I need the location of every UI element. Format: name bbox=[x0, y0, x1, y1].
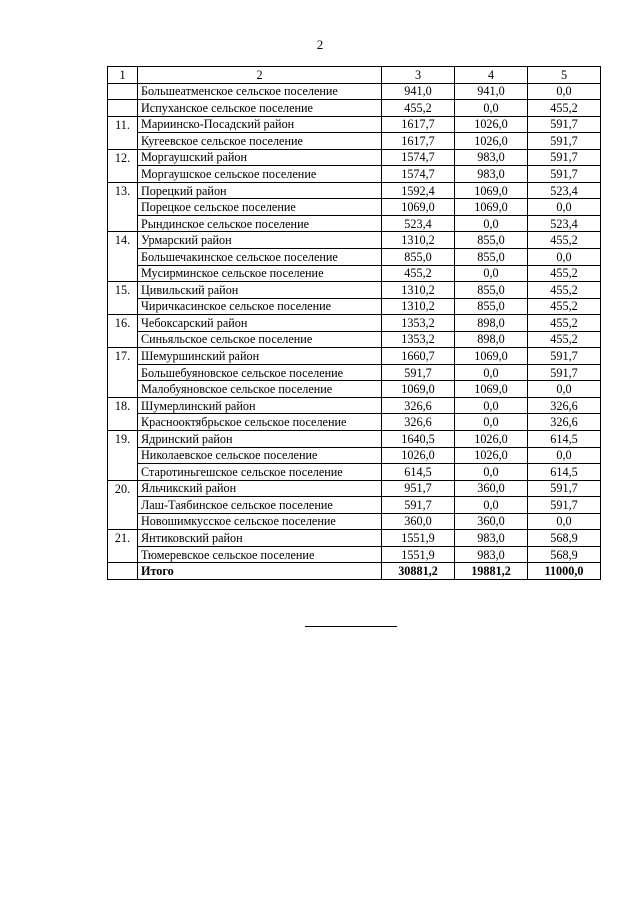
value-cell-5: 591,7 bbox=[528, 133, 601, 150]
value-cell-3: 1353,2 bbox=[382, 331, 455, 348]
settlement-row bbox=[108, 331, 601, 348]
value-cell-4: 0,0 bbox=[455, 215, 528, 232]
value-cell-4: 983,0 bbox=[455, 149, 528, 166]
value-cell-5: 523,4 bbox=[528, 215, 601, 232]
name-cell: Новошимкусское сельское поселение bbox=[138, 513, 382, 530]
name-cell: Порецкое сельское поселение bbox=[138, 199, 382, 216]
value-cell-5: 455,2 bbox=[528, 315, 601, 332]
settlement-row bbox=[108, 83, 601, 100]
row-number-cell bbox=[108, 464, 138, 481]
district-row bbox=[108, 282, 601, 299]
value-cell-5: 455,2 bbox=[528, 298, 601, 315]
value-cell-5: 591,7 bbox=[528, 480, 601, 497]
name-cell: Шемуршинский район bbox=[138, 348, 382, 365]
header-cell: 5 bbox=[528, 67, 601, 84]
name-cell: Рындинское сельское поселение bbox=[138, 215, 382, 232]
settlement-row bbox=[108, 447, 601, 464]
row-number-cell bbox=[108, 215, 138, 232]
name-cell: Испуханское сельское поселение bbox=[138, 100, 382, 117]
name-cell: Мариинско-Посадский район bbox=[138, 116, 382, 133]
value-cell-5: 523,4 bbox=[528, 182, 601, 199]
value-cell-4: 1026,0 bbox=[455, 133, 528, 150]
total-row bbox=[108, 563, 601, 580]
settlement-row bbox=[108, 381, 601, 398]
district-row bbox=[108, 116, 601, 133]
value-cell-4: 1026,0 bbox=[455, 447, 528, 464]
name-cell: Шумерлинский район bbox=[138, 397, 382, 414]
value-cell-5: 455,2 bbox=[528, 331, 601, 348]
name-cell: Янтиковский район bbox=[138, 530, 382, 547]
value-cell-4: 983,0 bbox=[455, 530, 528, 547]
value-cell-5: 455,2 bbox=[528, 100, 601, 117]
value-cell-4: 1069,0 bbox=[455, 348, 528, 365]
row-number-cell: 16. bbox=[108, 315, 138, 332]
row-number-cell bbox=[108, 166, 138, 183]
value-cell-3: 455,2 bbox=[382, 100, 455, 117]
value-cell-4: 0,0 bbox=[455, 414, 528, 431]
header-cell: 3 bbox=[382, 67, 455, 84]
district-row bbox=[108, 397, 601, 414]
total-value-5: 11000,0 bbox=[528, 563, 601, 580]
name-cell: Ядринский район bbox=[138, 431, 382, 448]
value-cell-4: 1026,0 bbox=[455, 116, 528, 133]
value-cell-4: 1026,0 bbox=[455, 431, 528, 448]
row-number-cell bbox=[108, 265, 138, 282]
value-cell-3: 1353,2 bbox=[382, 315, 455, 332]
district-row bbox=[108, 149, 601, 166]
value-cell-5: 591,7 bbox=[528, 166, 601, 183]
value-cell-5: 614,5 bbox=[528, 431, 601, 448]
value-cell-3: 1574,7 bbox=[382, 166, 455, 183]
row-number-cell: 12. bbox=[108, 149, 138, 166]
settlement-row bbox=[108, 215, 601, 232]
row-number-cell: 13. bbox=[108, 182, 138, 199]
name-cell: Большеатменское сельское поселение bbox=[138, 83, 382, 100]
budget-table bbox=[107, 66, 601, 580]
value-cell-4: 0,0 bbox=[455, 497, 528, 514]
value-cell-5: 326,6 bbox=[528, 414, 601, 431]
value-cell-3: 1310,2 bbox=[382, 298, 455, 315]
value-cell-3: 1310,2 bbox=[382, 282, 455, 299]
value-cell-3: 614,5 bbox=[382, 464, 455, 481]
name-cell: Малобуяновское сельское поселение bbox=[138, 381, 382, 398]
header-cell: 2 bbox=[138, 67, 382, 84]
district-row bbox=[108, 431, 601, 448]
row-number-cell: 20. bbox=[108, 480, 138, 497]
name-cell: Краснооктябрьское сельское поселение bbox=[138, 414, 382, 431]
value-cell-5: 0,0 bbox=[528, 249, 601, 266]
value-cell-3: 1069,0 bbox=[382, 381, 455, 398]
district-row bbox=[108, 348, 601, 365]
row-number-cell bbox=[108, 563, 138, 580]
page-number: 2 bbox=[316, 37, 324, 52]
value-cell-5: 568,9 bbox=[528, 546, 601, 563]
value-cell-3: 360,0 bbox=[382, 513, 455, 530]
row-number-cell: 19. bbox=[108, 431, 138, 448]
value-cell-3: 1592,4 bbox=[382, 182, 455, 199]
settlement-row bbox=[108, 166, 601, 183]
value-cell-4: 1069,0 bbox=[455, 182, 528, 199]
district-row bbox=[108, 182, 601, 199]
row-number-cell bbox=[108, 249, 138, 266]
value-cell-5: 591,7 bbox=[528, 364, 601, 381]
value-cell-5: 455,2 bbox=[528, 282, 601, 299]
settlement-row bbox=[108, 249, 601, 266]
row-number-cell bbox=[108, 133, 138, 150]
district-row bbox=[108, 480, 601, 497]
row-number-cell bbox=[108, 199, 138, 216]
name-cell: Чебоксарский район bbox=[138, 315, 382, 332]
row-number-cell bbox=[108, 447, 138, 464]
value-cell-5: 568,9 bbox=[528, 530, 601, 547]
row-number-cell: 18. bbox=[108, 397, 138, 414]
name-cell: Чиричкасинское сельское поселение bbox=[138, 298, 382, 315]
row-number-cell: 21. bbox=[108, 530, 138, 547]
value-cell-3: 326,6 bbox=[382, 397, 455, 414]
settlement-row bbox=[108, 298, 601, 315]
value-cell-5: 0,0 bbox=[528, 381, 601, 398]
header-cell: 4 bbox=[455, 67, 528, 84]
settlement-row bbox=[108, 546, 601, 563]
row-number-cell bbox=[108, 381, 138, 398]
closing-rule bbox=[305, 626, 397, 627]
value-cell-4: 360,0 bbox=[455, 513, 528, 530]
name-cell: Порецкий район bbox=[138, 182, 382, 199]
value-cell-3: 855,0 bbox=[382, 249, 455, 266]
name-cell: Тюмеревское сельское поселение bbox=[138, 546, 382, 563]
value-cell-3: 1551,9 bbox=[382, 546, 455, 563]
name-cell: Большебуяновское сельское поселение bbox=[138, 364, 382, 381]
row-number-cell bbox=[108, 100, 138, 117]
row-number-cell bbox=[108, 83, 138, 100]
value-cell-4: 983,0 bbox=[455, 166, 528, 183]
value-cell-3: 951,7 bbox=[382, 480, 455, 497]
value-cell-4: 898,0 bbox=[455, 315, 528, 332]
settlement-row bbox=[108, 497, 601, 514]
settlement-row bbox=[108, 414, 601, 431]
value-cell-3: 1617,7 bbox=[382, 116, 455, 133]
value-cell-4: 898,0 bbox=[455, 331, 528, 348]
value-cell-3: 591,7 bbox=[382, 497, 455, 514]
value-cell-3: 1551,9 bbox=[382, 530, 455, 547]
name-cell: Мусирминское сельское поселение bbox=[138, 265, 382, 282]
row-number-cell: 17. bbox=[108, 348, 138, 365]
row-number-cell bbox=[108, 331, 138, 348]
value-cell-3: 1310,2 bbox=[382, 232, 455, 249]
value-cell-5: 591,7 bbox=[528, 116, 601, 133]
value-cell-5: 591,7 bbox=[528, 497, 601, 514]
value-cell-5: 0,0 bbox=[528, 83, 601, 100]
name-cell: Кугеевское сельское поселение bbox=[138, 133, 382, 150]
value-cell-3: 523,4 bbox=[382, 215, 455, 232]
value-cell-3: 941,0 bbox=[382, 83, 455, 100]
value-cell-5: 591,7 bbox=[528, 149, 601, 166]
row-number-cell bbox=[108, 513, 138, 530]
value-cell-4: 1069,0 bbox=[455, 381, 528, 398]
settlement-row bbox=[108, 464, 601, 481]
settlement-row bbox=[108, 100, 601, 117]
settlement-row bbox=[108, 199, 601, 216]
row-number-cell: 15. bbox=[108, 282, 138, 299]
row-number-cell bbox=[108, 546, 138, 563]
value-cell-5: 614,5 bbox=[528, 464, 601, 481]
value-cell-3: 1617,7 bbox=[382, 133, 455, 150]
settlement-row bbox=[108, 513, 601, 530]
value-cell-4: 855,0 bbox=[455, 282, 528, 299]
name-cell: Синьяльское сельское поселение bbox=[138, 331, 382, 348]
value-cell-3: 1660,7 bbox=[382, 348, 455, 365]
value-cell-4: 0,0 bbox=[455, 397, 528, 414]
district-row bbox=[108, 232, 601, 249]
row-number-cell bbox=[108, 364, 138, 381]
value-cell-5: 455,2 bbox=[528, 232, 601, 249]
value-cell-5: 0,0 bbox=[528, 447, 601, 464]
name-cell: Николаевское сельское поселение bbox=[138, 447, 382, 464]
value-cell-3: 1069,0 bbox=[382, 199, 455, 216]
value-cell-3: 591,7 bbox=[382, 364, 455, 381]
value-cell-4: 0,0 bbox=[455, 100, 528, 117]
header-cell: 1 bbox=[108, 67, 138, 84]
value-cell-5: 591,7 bbox=[528, 348, 601, 365]
value-cell-4: 1069,0 bbox=[455, 199, 528, 216]
value-cell-5: 326,6 bbox=[528, 397, 601, 414]
value-cell-4: 855,0 bbox=[455, 298, 528, 315]
row-number-cell bbox=[108, 298, 138, 315]
district-row bbox=[108, 315, 601, 332]
row-number-cell: 11. bbox=[108, 116, 138, 133]
name-cell: Большечакинское сельское поселение bbox=[138, 249, 382, 266]
total-value-3: 30881,2 bbox=[382, 563, 455, 580]
name-cell: Моргаушское сельское поселение bbox=[138, 166, 382, 183]
name-cell: Моргаушский район bbox=[138, 149, 382, 166]
name-cell: Яльчикский район bbox=[138, 480, 382, 497]
value-cell-3: 455,2 bbox=[382, 265, 455, 282]
row-number-cell: 14. bbox=[108, 232, 138, 249]
value-cell-4: 983,0 bbox=[455, 546, 528, 563]
value-cell-4: 0,0 bbox=[455, 364, 528, 381]
value-cell-4: 855,0 bbox=[455, 249, 528, 266]
row-number-cell bbox=[108, 497, 138, 514]
value-cell-3: 326,6 bbox=[382, 414, 455, 431]
name-cell: Лаш-Таябинское сельское поселение bbox=[138, 497, 382, 514]
district-row bbox=[108, 530, 601, 547]
name-cell: Цивильский район bbox=[138, 282, 382, 299]
value-cell-4: 0,0 bbox=[455, 464, 528, 481]
name-cell: Урмарский район bbox=[138, 232, 382, 249]
name-cell: Старотиньгешское сельское поселение bbox=[138, 464, 382, 481]
settlement-row bbox=[108, 133, 601, 150]
value-cell-5: 0,0 bbox=[528, 513, 601, 530]
value-cell-3: 1640,5 bbox=[382, 431, 455, 448]
total-label: Итого bbox=[138, 563, 382, 580]
settlement-row bbox=[108, 265, 601, 282]
value-cell-4: 855,0 bbox=[455, 232, 528, 249]
value-cell-4: 0,0 bbox=[455, 265, 528, 282]
total-value-4: 19881,2 bbox=[455, 563, 528, 580]
value-cell-5: 0,0 bbox=[528, 199, 601, 216]
value-cell-3: 1574,7 bbox=[382, 149, 455, 166]
row-number-cell bbox=[108, 414, 138, 431]
table-header-row bbox=[108, 67, 601, 84]
settlement-row bbox=[108, 364, 601, 381]
value-cell-4: 941,0 bbox=[455, 83, 528, 100]
value-cell-3: 1026,0 bbox=[382, 447, 455, 464]
value-cell-5: 455,2 bbox=[528, 265, 601, 282]
value-cell-4: 360,0 bbox=[455, 480, 528, 497]
